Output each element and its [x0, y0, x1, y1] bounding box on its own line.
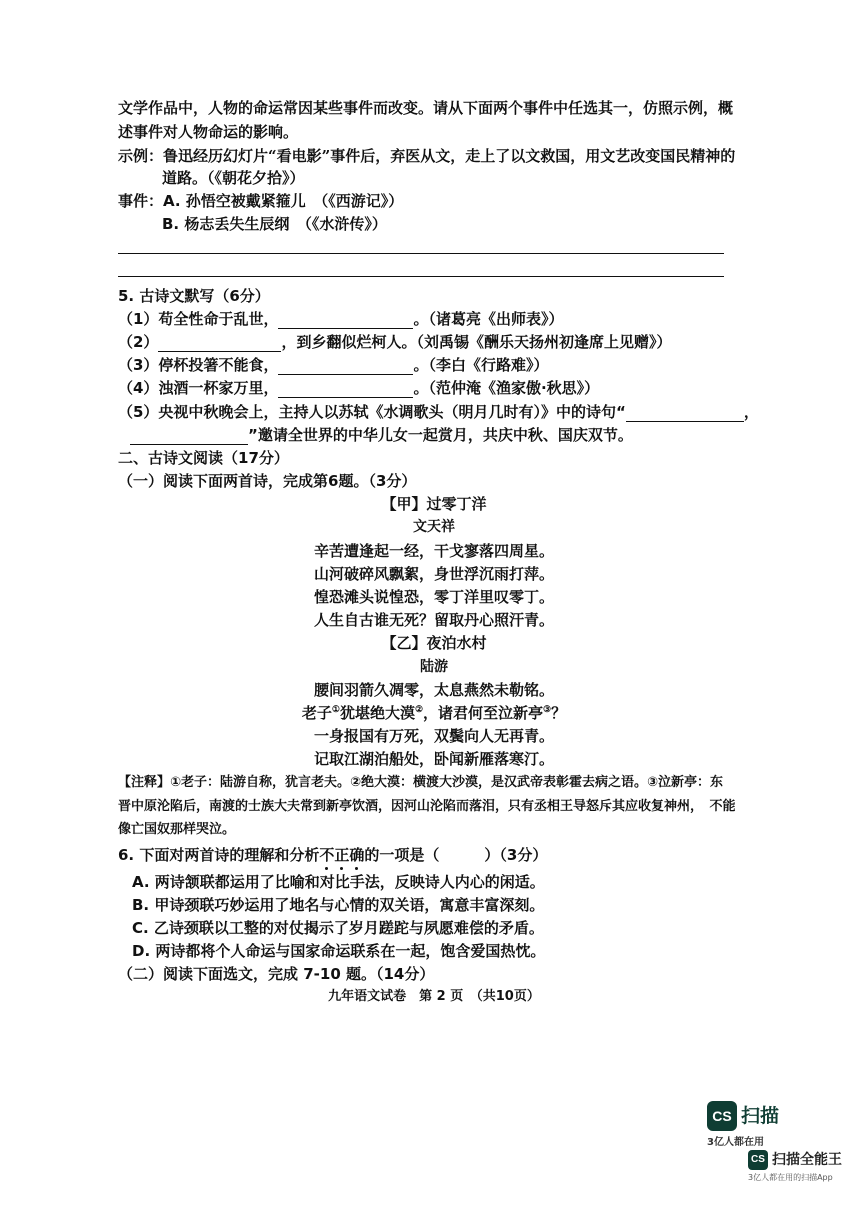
- q5-item-5-suffix: ”邀请全世界的中华儿女一起赏月，共庆中秋、国庆双节。: [248, 426, 633, 444]
- q6-emphasis-3: 确: [349, 846, 365, 864]
- camscanner-brand-slogan: 3亿人都在用的扫描App: [748, 1173, 833, 1182]
- q5-blank-5a[interactable]: [626, 405, 744, 422]
- camscanner-logo-icon: CS: [707, 1101, 737, 1131]
- part-2-heading: （二）阅读下面选文，完成 7-10 题。（14分）: [118, 965, 435, 983]
- poem-b-line-2: [0, 703, 868, 723]
- q4-example-line1: 示例：鲁迅经历幻灯片“看电影”事件后，弃医从文，走上了以文救国，用文艺改变国民精神的: [118, 147, 736, 165]
- q6-emphasis-2: 正: [334, 846, 350, 864]
- q6-stem-b: 的一项是（ ）（3分）: [364, 846, 548, 864]
- poem-b-line-3: 一身报国有万死，双鬓向人无再青。: [313, 727, 554, 745]
- q6-stem: [118, 845, 547, 865]
- q5-item-1-suffix: 。（诸葛亮《出师表》）: [413, 310, 564, 328]
- q5-blank-2[interactable]: [158, 335, 281, 352]
- q5-blank-1[interactable]: [278, 312, 413, 329]
- q5-item-5-cont: [130, 425, 633, 445]
- q4-intro-line2: 述事件对人物命运的影响。: [118, 123, 299, 141]
- poem-a-author: 文天祥: [413, 519, 455, 535]
- q5-item-1-prefix: （1）苟全性命于乱世，: [118, 310, 279, 328]
- camscanner-brand-icon: CS: [748, 1150, 768, 1170]
- poem-a-line-4: 人生自古谁无死？留取丹心照汗青。: [313, 611, 554, 629]
- poem-b-line-2-part-b: 犹堪绝大漠: [339, 704, 415, 722]
- camscanner-brand-name: 扫描全能王: [772, 1152, 842, 1168]
- q4-intro-line1: 文学作品中，人物的命运常因某些事件而改变。请从下面两个事件中任选其一，仿照示例，概: [118, 99, 734, 117]
- q5-item-2: [118, 332, 671, 352]
- q5-item-3-suffix: 。（李白《行路难》）: [413, 356, 549, 374]
- footnote-mark-1: ①: [331, 705, 340, 715]
- camscanner-scan-label: 扫描: [741, 1105, 780, 1127]
- q5-item-5-prefix: （5）央视中秋晚会上，主持人以苏轼《水调歌头（明月几时有）》中的诗句“: [118, 403, 626, 421]
- q4-example-line2: 道路。（《朝花夕拾》）: [162, 169, 305, 187]
- q6-emphasis-1: 不: [319, 846, 335, 864]
- section-2-part-1: （一）阅读下面两首诗，完成第6题。（3分）: [118, 472, 417, 490]
- q4-event-b: B. 杨志丢失生辰纲 （《水浒传》）: [162, 215, 387, 233]
- poem-b-title: 【乙】夜泊水村: [381, 634, 487, 652]
- poem-a-title: 【甲】过零丁洋: [381, 495, 487, 513]
- q5-blank-4[interactable]: [278, 381, 413, 398]
- section-2-title: 二、古诗文阅读（17分）: [118, 449, 289, 467]
- q6-option-c: C. 乙诗颈联以工整的对仗揭示了岁月蹉跎与夙愿难偿的矛盾。: [132, 919, 544, 937]
- q5-item-5: [118, 402, 759, 422]
- answer-line-1[interactable]: [118, 253, 724, 254]
- notes-line-2: 晋中原沦陷后，南渡的士族大夫常到新亭饮酒，因河山沦陷而落泪，只有丞相王导怒斥其应收复神州， 不能: [118, 799, 736, 814]
- poem-b-line-2-part-d: ？: [551, 704, 567, 722]
- poem-b-line-2-part-c: ，诸君何至泣新亭: [423, 704, 544, 722]
- q5-item-3-prefix: （3）停杯投箸不能食，: [118, 356, 279, 374]
- poem-b-author: 陆游: [420, 659, 448, 675]
- q5-item-4-prefix: （4）浊酒一杯家万里，: [118, 379, 279, 397]
- poem-b-line-4: 记取江湖泊船处，卧闻新雁落寒汀。: [313, 750, 554, 768]
- q5-item-1: [118, 309, 563, 329]
- poem-a-line-2: 山河破碎风飘絮，身世浮沉雨打萍。: [313, 565, 554, 583]
- q4-event-a: 事件：A. 孙悟空被戴紧箍儿 （《西游记》）: [118, 192, 404, 210]
- q5-item-5-comma: ，: [743, 403, 759, 421]
- q5-title: 5. 古诗文默写（6分）: [118, 287, 270, 305]
- q5-item-2-suffix: ，到乡翻似烂柯人。（刘禹锡《酬乐天扬州初逢席上见赠》）: [281, 333, 672, 351]
- poem-b-line-2-part-a: 老子: [301, 704, 332, 722]
- q5-blank-3[interactable]: [278, 358, 413, 375]
- poem-a-line-1: 辛苦遭逢起一经，干戈寥落四周星。: [313, 542, 554, 560]
- answer-line-2[interactable]: [118, 276, 724, 277]
- notes-line-3: 像亡国奴那样哭泣。: [118, 822, 236, 837]
- q6-option-a: A. 两诗颔联都运用了比喻和对比手法，反映诗人内心的闲适。: [132, 873, 545, 891]
- footnote-mark-2: ②: [414, 705, 424, 715]
- poem-b-line-1: 腰间羽箭久凋零，太息燕然未勒铭。: [313, 681, 554, 699]
- footnote-mark-3: ③: [543, 705, 552, 715]
- q6-option-b: B. 甲诗颈联巧妙运用了地名与心情的双关语，寓意丰富深刻。: [132, 896, 545, 914]
- q5-blank-5b[interactable]: [130, 428, 248, 445]
- page-footer: 九年语文试卷 第 2 页 （共10页）: [328, 989, 540, 1004]
- q5-item-4-suffix: 。（范仲淹《渔家傲·秋思》）: [413, 379, 600, 397]
- q5-item-4: [118, 378, 599, 398]
- q6-stem-a: 6. 下面对两首诗的理解和分析: [118, 846, 320, 864]
- q6-option-d: D. 两诗都将个人命运与国家命运联系在一起，饱含爱国热忱。: [132, 942, 546, 960]
- notes-line-1: 【注释】①老子：陆游自称，犹言老夫。②绝大漠：横渡大沙漠，是汉武帝表彰霍去病之语。③泣新亭：东: [118, 775, 724, 790]
- q5-item-3: [118, 355, 548, 375]
- poem-a-line-3: 惶恐滩头说惶恐，零丁洋里叹零丁。: [313, 588, 554, 606]
- q5-item-2-prefix: （2）: [118, 333, 159, 351]
- camscanner-slogan: 3亿人都在用: [707, 1137, 764, 1148]
